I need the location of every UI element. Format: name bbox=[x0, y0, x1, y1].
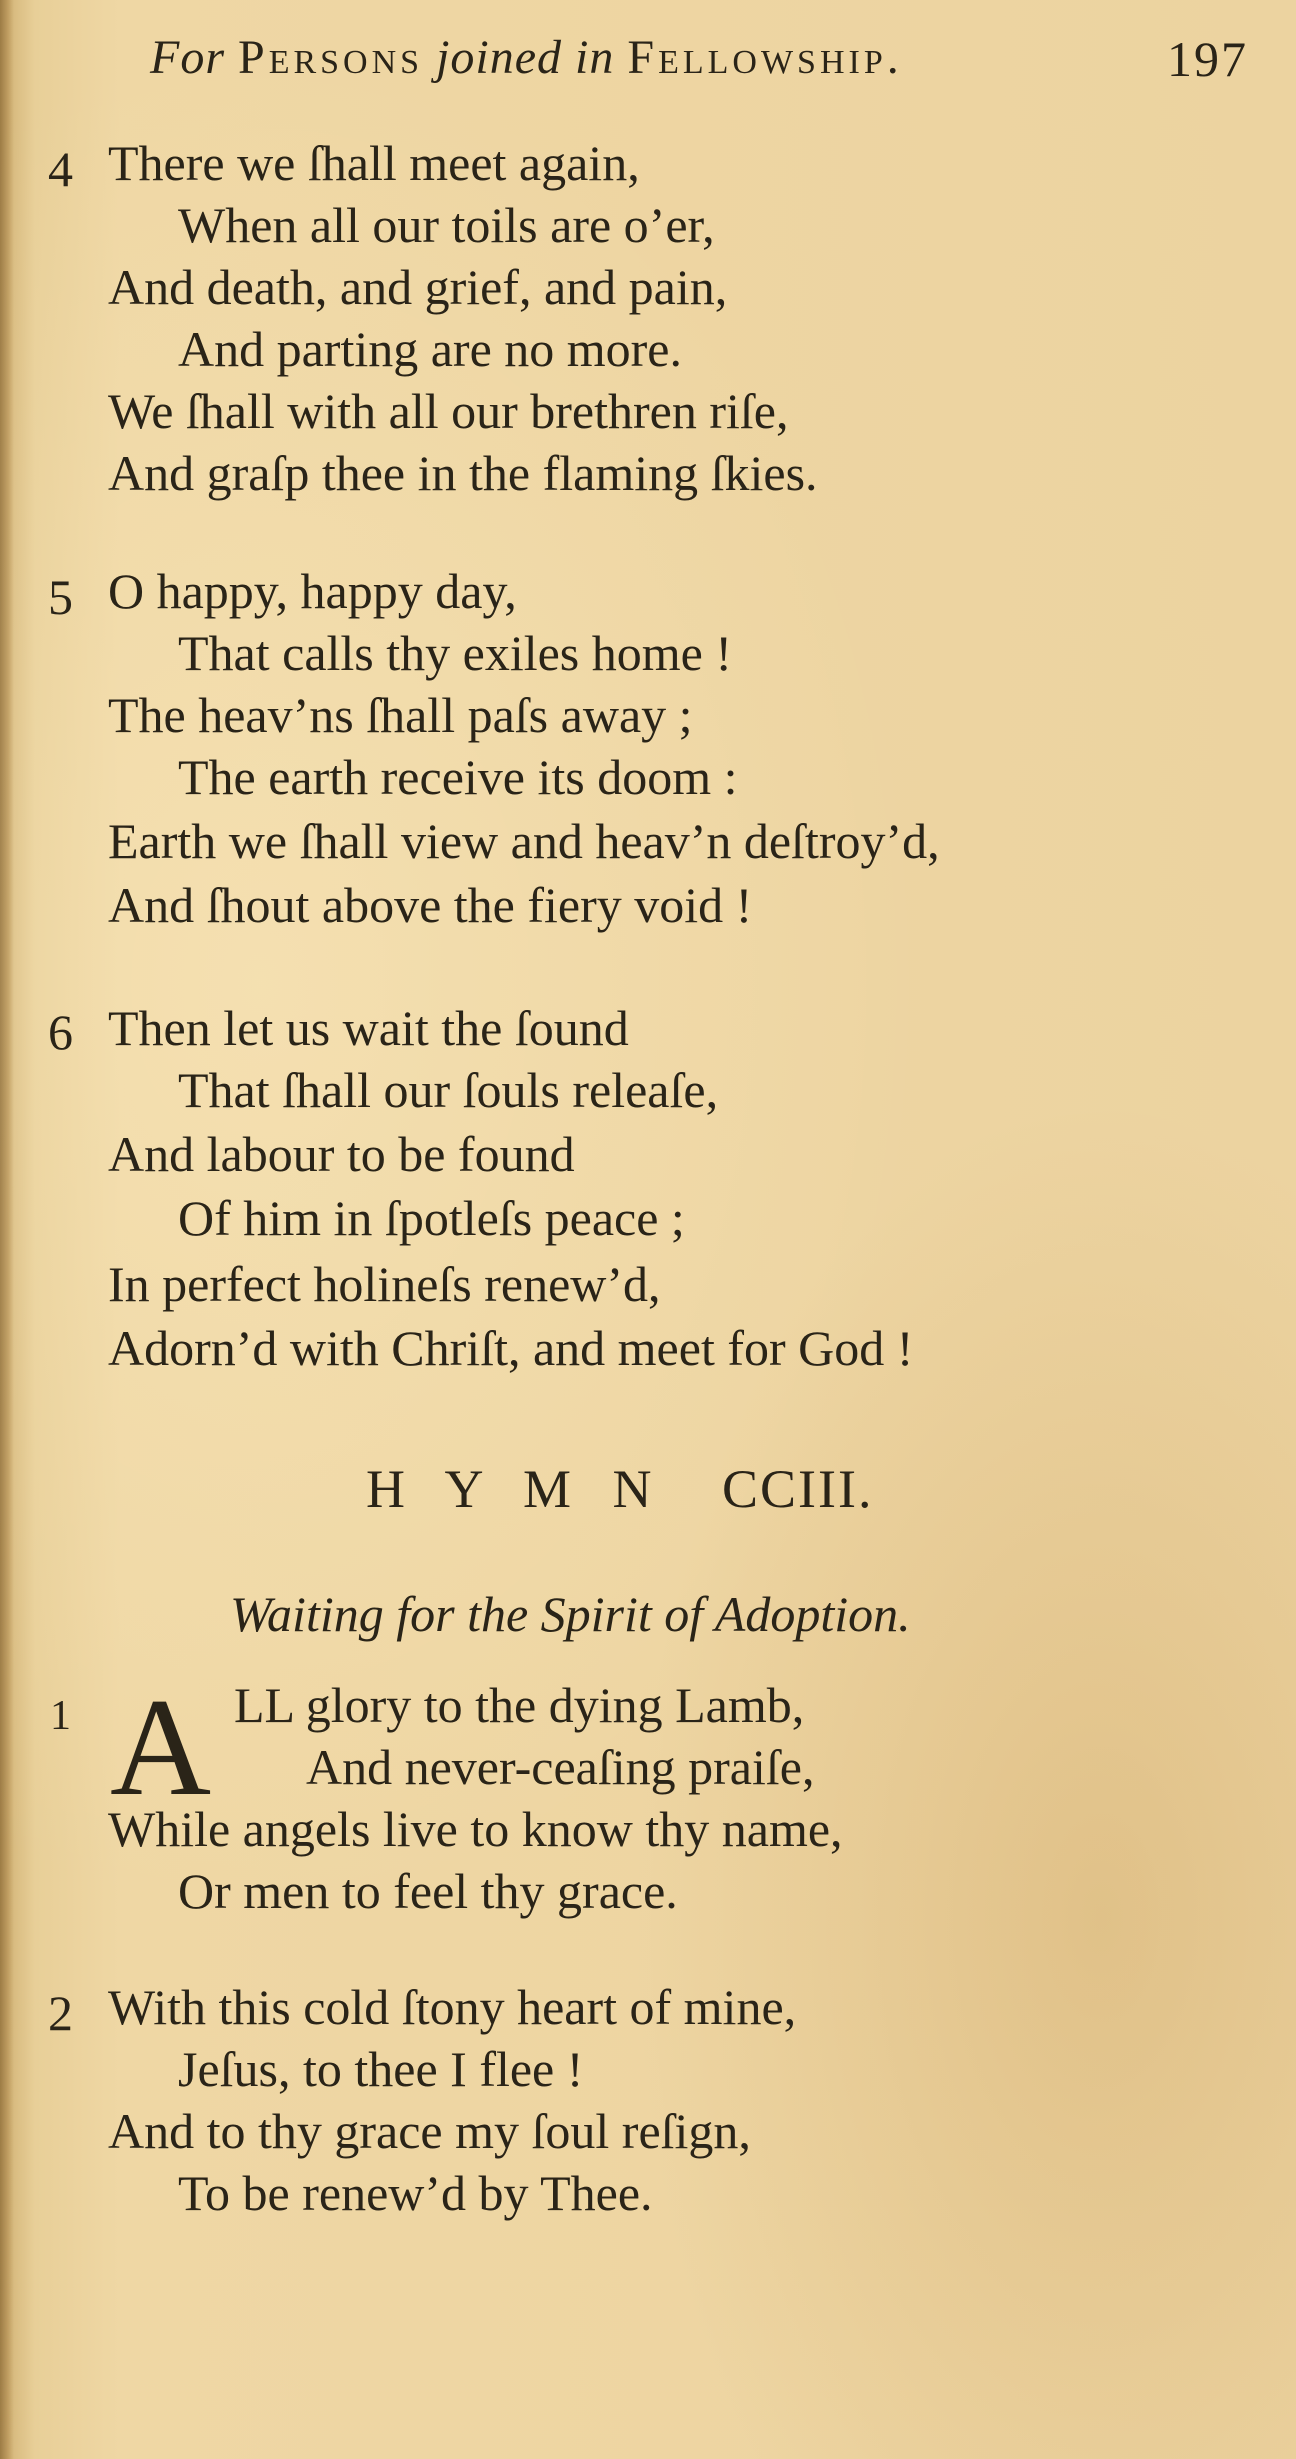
stanza-number: 2 bbox=[48, 1985, 73, 2041]
verse-line: And graſp thee in the flaming ſkies. bbox=[108, 445, 818, 501]
hymn-title-word: H Y M N bbox=[366, 1459, 666, 1519]
verse-line: That calls thy exiles home ! bbox=[178, 625, 733, 681]
verse-line: The heav’ns ſhall paſs away ; bbox=[108, 687, 693, 743]
verse-line: Jeſus, to thee I flee ! bbox=[178, 2041, 584, 2097]
verse-line: Then let us wait the ſound bbox=[108, 1000, 629, 1056]
verse-line: Or men to feel thy grace. bbox=[178, 1863, 678, 1919]
verse-line: With this cold ſtony heart of mine, bbox=[108, 1979, 797, 2035]
verse-line: LL glory to the dying Lamb, bbox=[234, 1677, 805, 1733]
verse-line: When all our toils are o’er, bbox=[178, 197, 715, 253]
hymn-subtitle: Waiting for the Spirit of Adoption. bbox=[230, 1586, 911, 1642]
verse-line: We ſhall with all our brethren riſe, bbox=[108, 383, 789, 439]
verse-line: The earth receive its doom : bbox=[178, 749, 738, 805]
running-head-fellowship: Fellowship. bbox=[627, 31, 903, 84]
running-head-joined: joined in bbox=[436, 31, 615, 84]
stanza-number: 5 bbox=[48, 569, 73, 625]
running-head-persons: Persons bbox=[238, 31, 424, 84]
verse-line: And death, and grief, and pain, bbox=[108, 259, 728, 315]
verse-line: There we ſhall meet again, bbox=[108, 135, 640, 191]
verse-line: O happy, happy day, bbox=[108, 563, 517, 619]
page-number: 197 bbox=[1167, 31, 1248, 87]
verse-line: Adorn’d with Chriſt, and meet for God ! bbox=[108, 1320, 914, 1376]
stanza-number: 6 bbox=[48, 1004, 73, 1060]
running-head-for: For bbox=[150, 31, 225, 84]
verse-line: And ſhout above the fiery void ! bbox=[108, 877, 753, 933]
verse-line: While angels live to know thy name, bbox=[108, 1801, 843, 1857]
verse-line: In perfect holineſs renew’d, bbox=[108, 1256, 661, 1312]
stanza-number: 4 bbox=[48, 141, 73, 197]
verse-line: And parting are no more. bbox=[178, 321, 683, 377]
verse-line: To be renew’d by Thee. bbox=[178, 2165, 653, 2221]
page-header bbox=[150, 22, 1256, 87]
running-head bbox=[150, 30, 903, 85]
drop-cap: A bbox=[110, 1670, 212, 1825]
verse-line: And labour to be found bbox=[108, 1126, 575, 1182]
verse-line: Earth we ſhall view and heav’n deſtroy’d, bbox=[108, 813, 940, 869]
verse-line: And to thy grace my ſoul reſign, bbox=[108, 2103, 751, 2159]
verse-line: That ſhall our ſouls releaſe, bbox=[178, 1062, 719, 1118]
stanza-number: 1 bbox=[50, 1693, 71, 1739]
verse-line: And never-ceaſing praiſe, bbox=[306, 1739, 815, 1795]
page-gutter-shadow bbox=[0, 0, 14, 2459]
verse-line: Of him in ſpotleſs peace ; bbox=[178, 1190, 685, 1246]
hymn-title-number: CCIII. bbox=[722, 1459, 874, 1519]
